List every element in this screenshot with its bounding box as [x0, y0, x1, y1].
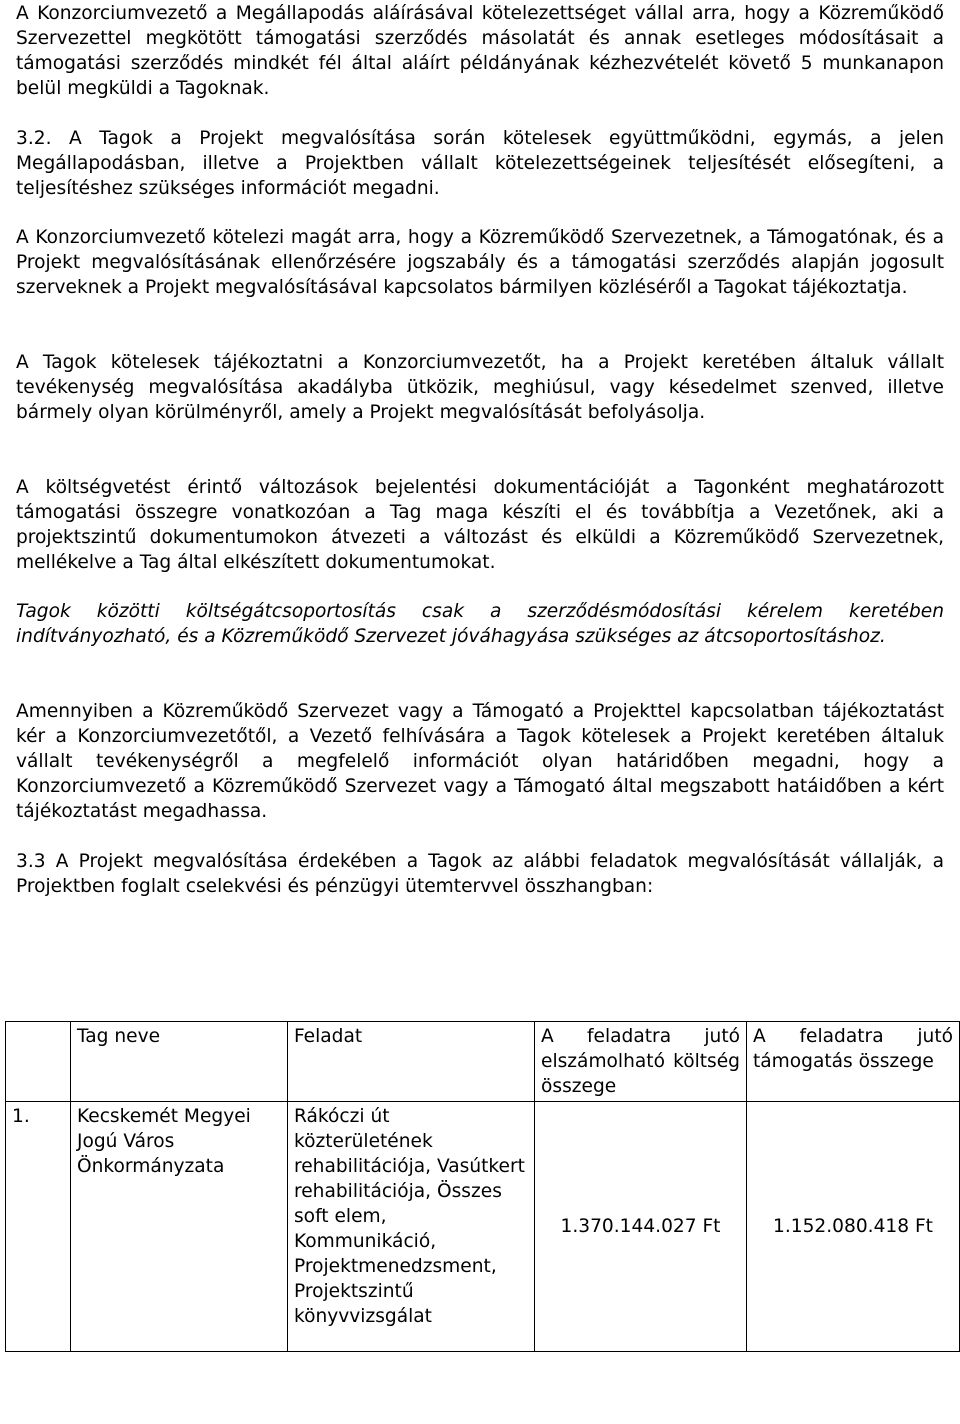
table-header-row — [6, 1022, 960, 1102]
paragraph-leader-obligation: A Konzorciumvezető kötelezi magát arra, hogy a Közreműködő Szervezetnek, a Támogatónak, és a Projekt megvalósításának ellenőrzésére jogszabály és a támogatási szerződés alapján jogosult szerveknek a Projekt megvalósításával kapcsolatos bármilyen közléséről a Tagokat tájékoztatja. — [16, 227, 944, 298]
paragraph-3-2-cooperation: 3.2. A Tagok a Projekt megvalósítása során kötelesek együttműködni, egymás, a jelen Megállapodásban, illetve a Projektben vállalt kötelezettségeinek teljesítését elősegíteni, a teljesítéshez szükséges információt megadni. — [16, 128, 944, 199]
paragraph-cost-reallocation: Tagok közötti költségátcsoportosítás csak a szerződésmódosítási kérelem keretében indítványozható, és a Közreműködő Szervezet jóváhagyása szükséges az átcsoportosításhoz. — [16, 601, 944, 647]
header-member-name: Tag neve — [71, 1022, 288, 1102]
header-support-amount: A feladatra jutó támogatás összege — [747, 1022, 960, 1102]
paragraph-3-3-tasks: 3.3 A Projekt megvalósítása érdekében a Tagok az alábbi feladatok megvalósítását vállalják, a Projektben foglalt cselekvési és pénzügyi ütemtervvel összhangban: — [16, 851, 944, 897]
paragraph-budget-changes: A költségvetést érintő változások bejelentési dokumentációját a Tagonként meghatározott támogatási összegre vonatkozóan a Tag maga készíti el és továbbítja a Vezetőnek, aki a projektszintű dokumentumokon átvezeti a változást és elküldi a Közreműködő Szervezetnek, mellékelve a Tag által elkészített dokumentumokat. — [16, 477, 944, 573]
row-eligible-cost: 1.370.144.027 Ft — [535, 1102, 747, 1352]
row-member-name: Kecskemét Megyei Jogú Város Önkormányzata — [71, 1102, 288, 1352]
paragraph-information-request: Amennyiben a Közreműködő Szervezet vagy a Támogató a Projekttel kapcsolatban tájékoztatást kér a Konzorciumvezetőtől, a Vezető felhívására a Tagok kötelesek a Projekt keretében általuk vállalt tevékenységről a megfelelő információt olyan határidőben megadni, hogy a Konzorciumvezető a Közreműködő Szervezet vagy a Támogató által megszabott hatáidőben a kért tájékoztatást megadhassa. — [16, 701, 944, 822]
header-eligible-cost: A feladatra jutó elszámolható költség összege — [535, 1022, 747, 1102]
paragraph-document-sending: A Konzorciumvezető a Megállapodás aláírásával kötelezettséget vállal arra, hogy a Közreműködő Szervezettel megkötött támogatási szerződés másolatát és annak esetleges módosításait a támogatási szerződés mindkét fél által aláírt példányának kézhezvételét követő 5 munkanapon belül megküldi a Tagoknak. — [16, 3, 944, 99]
row-support-amount: 1.152.080.418 Ft — [747, 1102, 960, 1352]
header-task: Feladat — [288, 1022, 535, 1102]
header-number — [6, 1022, 71, 1102]
paragraph-members-inform: A Tagok kötelesek tájékoztatni a Konzorciumvezetőt, ha a Projekt keretében általuk vállalt tevékenység megvalósítása akadályba ütközik, meghiúsul, vagy késedelmet szenved, illetve bármely olyan körülményről, amely a Projekt megvalósítását befolyásolja. — [16, 352, 944, 423]
task-allocation-table — [5, 1021, 960, 1352]
table-row — [6, 1102, 960, 1352]
row-task: Rákóczi út közterületének rehabilitációja, Vasútkert rehabilitációja, Összes soft elem, Kommunikáció, Projektmenedzsment, Projektszintű könyvvizsgálat — [288, 1102, 535, 1352]
row-number: 1. — [6, 1102, 71, 1352]
